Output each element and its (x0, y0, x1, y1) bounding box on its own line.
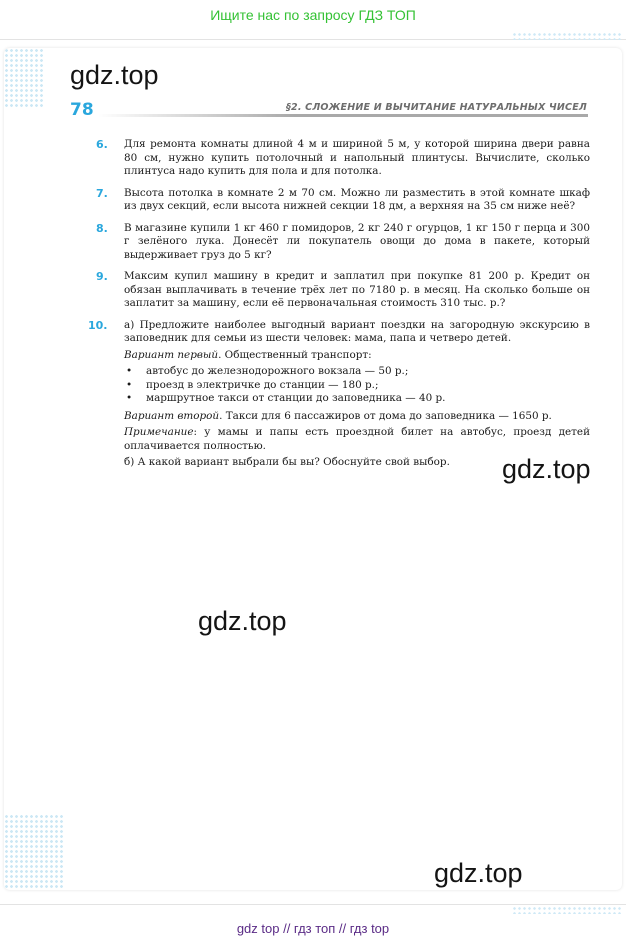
watermark: gdz.top (502, 454, 591, 484)
problem-number: 6. (96, 138, 108, 151)
problem-9 (96, 270, 590, 311)
list-item: • проезд в электричке до станции — 180 р.; (124, 379, 590, 393)
problem-text: В магазине купили 1 кг 460 г помидоров, 2 кг 240 г огурцов, 1 кг 150 г перца и 300 г зелёного лука. Донесёт ли покупатель овощи до дома в пакете, который выдерживает груз до 5 кг? (124, 221, 590, 261)
problem-part-a: а) Предложите наиболее выгодный вариант поездки на загородную экскурсию в заповедник для семьи из шести человек: мама, папа и четверо детей. (124, 318, 590, 344)
variant-first-label: Вариант первый (124, 348, 219, 361)
search-promo-text: Ищите нас по запросу ГДЗ ТОП (210, 7, 416, 23)
footer-links[interactable]: gdz top // гдз топ // гдз top (236, 921, 390, 936)
variant-second-label: Вариант второй (124, 409, 220, 422)
list-item: • автобус до железнодорожного вокзала — 50 р.; (124, 365, 590, 379)
decorative-dots (512, 32, 622, 40)
variant-first-list (124, 365, 590, 406)
decorative-dots (512, 906, 622, 914)
problem-6 (96, 138, 590, 179)
problem-text: Максим купил машину в кредит и заплатил при покупке 81 200 р. Кредит он обязан выплачивать в течение трёх лет по 7180 р. в месяц. На сколько больше он заплатит за машину, если её первоначальная стоимость 310 тыс. р.? (124, 270, 590, 309)
note (124, 426, 590, 453)
watermark: gdz.top (198, 606, 287, 636)
problem-number: 7. (96, 186, 108, 200)
variant-first (124, 349, 590, 363)
problem-part-b: б) А какой вариант выбрали бы вы? Обоснуйте свой выбор. (124, 456, 450, 468)
variant-first-text: . Общественный транспорт: (218, 348, 372, 361)
top-banner (0, 0, 626, 40)
textbook-page (4, 48, 622, 890)
problem-number: 8. (96, 221, 108, 235)
running-head: §2. СЛОЖЕНИЕ И ВЫЧИТАНИЕ НАТУРАЛЬНЫХ ЧИСЕЛ (286, 102, 587, 113)
problem-10 (88, 318, 590, 470)
note-text: : у мамы и папы есть проездной билет на автобус, проезд детей оплачивается полностью. (124, 426, 590, 452)
watermark: gdz.top (434, 858, 523, 888)
page-number: 78 (70, 100, 94, 120)
variant-second-text: . Такси для 6 пассажиров от дома до заповедника — 1650 р. (219, 409, 552, 422)
problem-8 (96, 222, 590, 263)
problem-7 (96, 187, 590, 214)
bottom-bar (0, 904, 626, 946)
variant-second (124, 410, 590, 424)
decorative-dots-bottom-left (4, 814, 64, 890)
problem-text: Для ремонта комнаты длиной 4 м и шириной 5 м, у которой ширина двери равна 80 см, нужно купить потолочный и напольный плинтусы. Вычислите, сколько плинтуса надо купить для пола и для потолка. (124, 138, 590, 177)
problem-list (88, 138, 590, 478)
decorative-dots-top-left (4, 48, 44, 108)
problem-number: 10. (88, 318, 108, 332)
header-rule (98, 114, 588, 117)
problem-number: 9. (96, 270, 108, 283)
list-item: • маршрутное такси от станции до заповедника — 40 р. (124, 392, 590, 406)
note-label: Примечание (124, 426, 194, 438)
problem-text: Высота потолка в комнате 2 м 70 см. Можно ли разместить в этой комнате шкаф из двух секций, если высота нижней секции 18 дм, а верхняя на 35 см ниже неё? (124, 186, 590, 212)
watermark: gdz.top (70, 60, 159, 90)
